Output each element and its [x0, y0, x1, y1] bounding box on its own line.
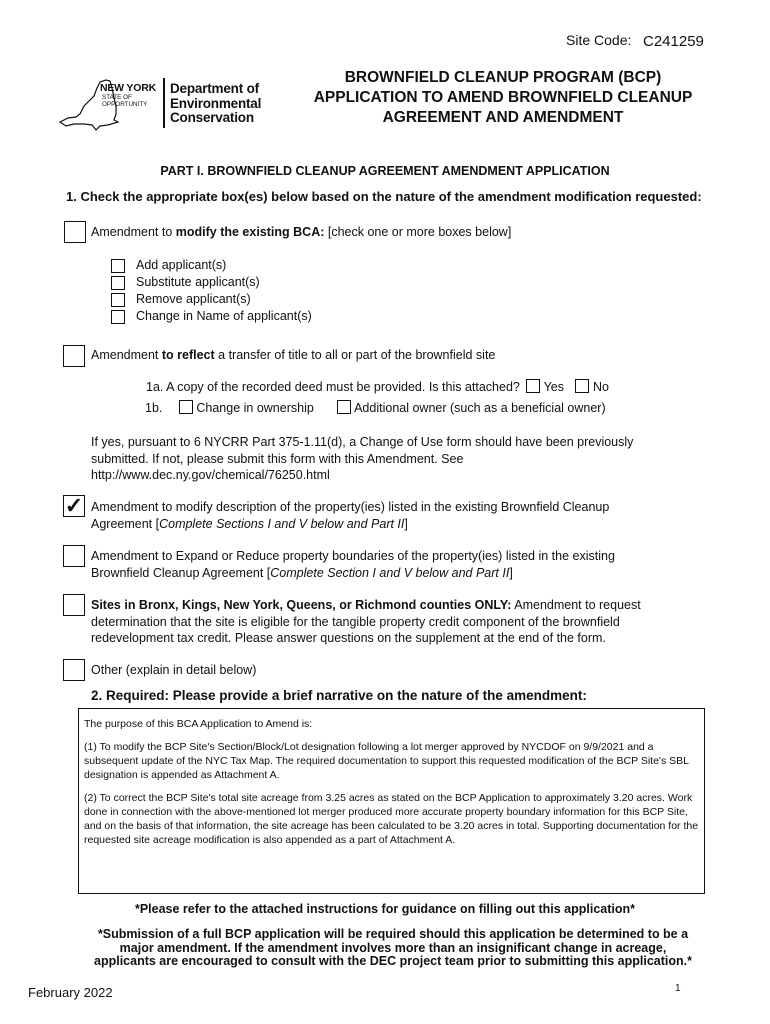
modify-description-label: Amendment to modify description of the property(ies) listed in the existing Brownfield Cleanup Agreement [Complete Sections I and V below and Part II] — [91, 500, 610, 531]
logo-new-york: NEW YORK — [100, 82, 156, 94]
additional-owner-checkbox[interactable] — [337, 400, 351, 414]
site-code-label: Site Code: — [566, 32, 632, 48]
checkmark-icon: ✓ — [64, 493, 84, 518]
modify-bca-label: Amendment to modify the existing BCA: [check one or more boxes below] — [91, 225, 512, 239]
change-name-label: Change in Name of applicant(s) — [136, 309, 312, 323]
nys-dec-logo — [56, 72, 268, 134]
instructions-note: *Please refer to the attached instructions for guidance on filling out this application* — [134, 902, 636, 916]
modify-bca-checkbox[interactable] — [64, 221, 86, 243]
additional-owner-label: Additional owner (such as a beneficial owner) — [354, 401, 606, 415]
page-number: 1 — [675, 983, 681, 994]
deed-yes-label: Yes — [543, 380, 564, 394]
deed-no-label: No — [592, 380, 609, 394]
remove-applicant-label: Remove applicant(s) — [136, 292, 251, 306]
other-checkbox[interactable] — [63, 659, 85, 681]
narrative-paragraph-1: The purpose of this BCA Application to Amend is: — [84, 718, 313, 730]
transfer-title-label: Amendment to reflect a transfer of title to all or part of the brownfield site — [91, 348, 496, 362]
other-label: Other (explain in detail below) — [91, 663, 257, 677]
site-code — [566, 32, 704, 50]
logo-state-of-opportunity: STATE OF OPPORTUNITY — [102, 94, 148, 108]
add-applicant-label: Add applicant(s) — [136, 258, 227, 272]
transfer-title-checkbox[interactable] — [63, 345, 85, 367]
boundaries-label: Amendment to Expand or Reduce property boundaries of the property(ies) listed in the existing Brownfield Cleanup Agreement [Complete Section I and V below and Part II] — [91, 549, 615, 580]
change-name-checkbox[interactable] — [111, 310, 125, 324]
modify-description-checkbox[interactable] — [63, 495, 85, 517]
question-2: 2. Required: Please provide a brief narrative on the nature of the amendment: — [91, 688, 587, 703]
logo-department: Department of Environmental Conservation — [170, 81, 262, 125]
substitute-applicant-checkbox[interactable] — [111, 276, 125, 290]
nyc-sites-label: Sites in Bronx, Kings, New York, Queens, or Richmond counties ONLY: Amendment to request determination that the site is eligible for the tangible property credit component of the brownfield redevelopment tax credit. Please answer questions on the supplement at the end of the form. — [91, 598, 641, 645]
change-ownership-checkbox[interactable] — [179, 400, 193, 414]
add-applicant-checkbox[interactable] — [111, 259, 125, 273]
boundaries-checkbox[interactable] — [63, 545, 85, 567]
substitute-applicant-label: Substitute applicant(s) — [136, 275, 260, 289]
part-1-heading: PART I. BROWNFIELD CLEANUP AGREEMENT AMENDMENT APPLICATION — [160, 164, 610, 178]
narrative-paragraph-2: (1) To modify the BCP Site's Section/Block/Lot designation following a lot merger approved by NYCDOF on 9/9/2021 and a subsequent update of the NYC Tax Map. The required documentation to support this requested modification of the BCP Site's SBL designation is appended as Attachment A. — [84, 741, 689, 781]
narrative-field[interactable] — [78, 708, 705, 894]
deed-yes-checkbox[interactable] — [526, 379, 540, 393]
question-1a: 1a. A copy of the recorded deed must be provided. Is this attached? Yes No — [146, 380, 609, 394]
change-of-use-note: If yes, pursuant to 6 NYCRR Part 375-1.11(d), a Change of Use form should have been previously submitted. If not, please submit this form with this Amendment. See http://www.dec.ny.gov/chemical/76250.html — [91, 435, 634, 482]
remove-applicant-checkbox[interactable] — [111, 293, 125, 307]
site-code-value: C241259 — [643, 33, 704, 50]
narrative-paragraph-3: (2) To correct the BCP Site's total site acreage from 3.25 acres as stated on the BCP Application to approximately 3.20 acres. Work done in connection with the above-mentioned lot merger produced more accurate property boundary information for this BCP Site, and on the basis of that information, the site acreage has been calculated to be 3.20 acres in total. Supporting documentation for the requested site acreage modification is also appended as a part of Attachment A. — [84, 792, 699, 846]
nyc-sites-checkbox[interactable] — [63, 594, 85, 616]
question-1: 1. Check the appropriate box(es) below based on the nature of the amendment modification requested: — [66, 189, 702, 204]
change-of-use-link: http://www.dec.ny.gov/chemical/76250.html — [91, 468, 330, 482]
question-1b: 1b. Change in ownership Additional owner (such as a beneficial owner) — [145, 401, 606, 415]
deed-no-checkbox[interactable] — [575, 379, 589, 393]
document-title: BROWNFIELD CLEANUP PROGRAM (BCP) APPLICATION TO AMEND BROWNFIELD CLEANUP AGREEMENT AND AMENDMENT — [313, 69, 693, 126]
submission-warning: *Submission of a full BCP application will be required should this application be determined to be a major amendment. If the amendment involves more than an insignificant change in acreage, applicants are encouraged to consult with the DEC project team prior to submitting this application.* — [94, 927, 692, 968]
form-date: February 2022 — [28, 985, 113, 1000]
change-ownership-label: Change in ownership — [196, 401, 314, 415]
logo-divider — [163, 78, 165, 128]
